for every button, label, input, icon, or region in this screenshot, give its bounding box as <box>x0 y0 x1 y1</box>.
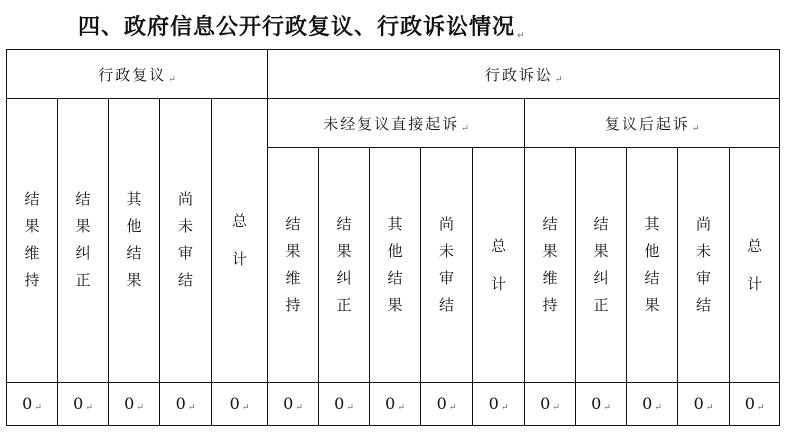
litigation-header: 行政诉讼 ↵ <box>268 50 780 99</box>
after-col-total: 总计 <box>730 148 780 383</box>
header-row-1 <box>7 50 780 99</box>
direct-col-upheld: 结果维持 <box>268 148 319 383</box>
direct-suit-header: 未经复议直接起诉 ↵ <box>268 99 525 148</box>
after-col-other: 其他结果 <box>627 148 678 383</box>
direct-col-corrected: 结果纠正 <box>319 148 370 383</box>
after-col-pending: 尚未审结 <box>678 148 730 383</box>
paragraph-mark-icon: ↵ <box>517 31 526 41</box>
recon-col-total: 总计 <box>212 99 268 383</box>
value-cell: 0 ↵ <box>576 382 627 425</box>
reconsideration-header: 行政复议 ↵ <box>7 50 268 99</box>
value-cell: 0 ↵ <box>160 382 212 425</box>
value-cell: 0 ↵ <box>212 382 268 425</box>
recon-col-upheld: 结果维持 <box>7 99 58 383</box>
reconsideration-header-label: 行政复议 <box>98 65 167 84</box>
value-cell: 0 ↵ <box>319 382 370 425</box>
direct-col-other: 其他结果 <box>370 148 421 383</box>
after-col-upheld: 结果维持 <box>525 148 576 383</box>
values-row <box>7 382 780 425</box>
after-recon-header-label: 复议后起诉 <box>604 114 690 133</box>
value-cell: 0 ↵ <box>421 382 473 425</box>
value-cell: 0 ↵ <box>627 382 678 425</box>
header-row-2 <box>7 99 780 148</box>
value-cell: 0 ↵ <box>109 382 160 425</box>
recon-col-pending: 尚未审结 <box>160 99 212 383</box>
value-cell: 0 ↵ <box>7 382 58 425</box>
value-cell: 0 ↵ <box>730 382 780 425</box>
direct-suit-header-label: 未经复议直接起诉 <box>323 114 460 133</box>
direct-col-total: 总计 <box>473 148 525 383</box>
value-cell: 0 ↵ <box>525 382 576 425</box>
disclosure-stats-table <box>6 49 780 426</box>
page-title <box>78 10 526 41</box>
value-cell: 0 ↵ <box>370 382 421 425</box>
direct-col-pending: 尚未审结 <box>421 148 473 383</box>
value-cell: 0 ↵ <box>678 382 730 425</box>
after-recon-header: 复议后起诉 ↵ <box>525 99 780 148</box>
value-cell: 0 ↵ <box>473 382 525 425</box>
value-cell: 0 ↵ <box>268 382 319 425</box>
after-col-corrected: 结果纠正 <box>576 148 627 383</box>
litigation-header-label: 行政诉讼 <box>484 65 553 84</box>
value-cell: 0 ↵ <box>58 382 109 425</box>
title-text: 四、政府信息公开行政复议、行政诉讼情况 <box>78 15 516 40</box>
recon-col-corrected: 结果纠正 <box>58 99 109 383</box>
recon-col-other: 其他结果 <box>109 99 160 383</box>
